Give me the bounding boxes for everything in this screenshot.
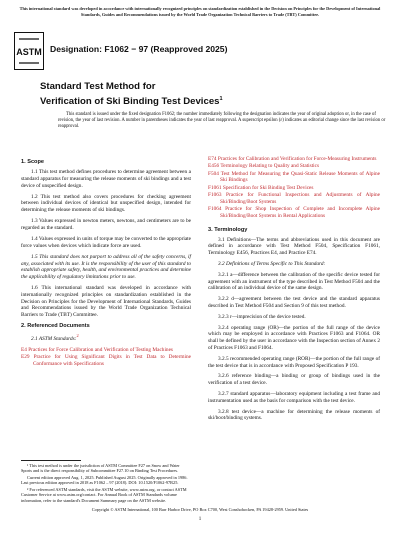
- terminology-3-2-2: 3.2.2 d—agreement between the test device and the standard apparatus described in Test Method F504 and Section 9 of this test method.: [208, 296, 380, 310]
- terminology-3-2-8: 3.2.8 test device—a machine for determining the release moments of ski/boot/binding systems.: [208, 408, 380, 422]
- terminology-3-2: 3.2 Definitions of Terms Specific to This Standard:: [218, 261, 326, 268]
- right-column: [208, 156, 380, 426]
- terminology-3-2-1: 3.2.1 a—difference between the calibration of the specific device tested for agreement with an instrument of the type described in Test Method F504 and the calibration of an individual device of the same design.: [208, 271, 380, 292]
- title-footnote-mark: 1: [219, 96, 223, 102]
- intro-note: This standard is issued under the fixed designation F1062; the number immediately following the designation indicates the year of original adoption or, in the case of revision, the year of last revision. A number in parentheses indicates the year of last reapproval. A superscript epsilon (ε) indicates an editorial change since the last revision or reapproval.: [58, 112, 386, 129]
- footnote-divider: [21, 460, 81, 461]
- reference-item[interactable]: E456 Terminology Relating to Quality and Statistics: [208, 163, 320, 170]
- scope-1-1: 1.1 This test method defines procedures to determine agreement between a standard apparatus for measuring the release moments of ski bindings and a test device of unspecified design.: [21, 169, 191, 189]
- reference-item[interactable]: F1064 Practice for Shop Inspection of Complete and Incomplete Alpine Ski/Binding/Boot Systems in Rental Applications: [208, 206, 381, 219]
- terminology-3-2-6: 3.2.6 reference binding—a binding or group of bindings used in the verification of a test device.: [208, 373, 380, 387]
- terminology-3-2-5: 3.2.5 recommended operating range (ROR)—the portion of the full range of the test device that is in accordance with Proposed Specification P 193.: [208, 355, 380, 369]
- svg-text:ASTM: ASTM: [16, 47, 42, 57]
- scope-heading: 1. Scope: [21, 159, 45, 165]
- footnote-1-edition: Current edition approved Aug. 1, 2025. Published August 2025. Originally approved in 1986. Last previous edition approved in 2018 as F1062 – 97 (2018). DOI: 10.1520/F1062-97R25.: [21, 475, 188, 486]
- footnote-2: ² For referenced ASTM standards, visit the ASTM website, www.astm.org, or contact ASTM Customer Service at www.astm.org/contact. For Annual Book of ASTM Standards volume information, refer to the standard's Document Summary page on the ASTM website.: [21, 487, 187, 503]
- footnote-1: ¹ This test method is under the jurisdiction of ASTM Committee F27 on Snow and Water Sports and is the direct responsibility of Subcommittee F27.10 on Binding Test Procedures.: [21, 463, 180, 474]
- scope-1-3: 1.3 Values expressed in newton meters, newtons, and centimeters are to be regarded as the standard.: [21, 218, 191, 231]
- designation: Designation: F1062 − 97 (Reapproved 2025): [50, 44, 228, 54]
- references-2-1: 2.1 ASTM Standards:$^2$: [31, 333, 79, 343]
- title-line-2: Verification of Ski Binding Test Devices$^1$: [40, 96, 223, 108]
- astm-logo-icon: [14, 32, 44, 70]
- reference-item[interactable]: E4 Practices for Force Calibration and Verification of Testing Machines: [21, 347, 173, 354]
- title-line-1: Standard Test Method for: [40, 81, 156, 92]
- footnotes: [21, 463, 191, 505]
- reference-item[interactable]: E74 Practices for Calibration and Verification for Force-Measuring Instruments: [208, 156, 377, 162]
- reference-item[interactable]: E29 Practice for Using Significant Digits in Test Data to Determine Conformance with Specifications: [21, 354, 191, 368]
- document-title: [40, 81, 380, 108]
- terminology-heading: 3. Terminology: [208, 226, 248, 233]
- wto-banner: This international standard was developed in accordance with internationally recognized principles on standardization established in the Decision on Principles for the Development of International Standards, Guides and Recommendations issued by the World Trade Organization Technical Barriers to Trade (TBT) Committee.: [19, 6, 381, 17]
- scope-1-6: 1.6 This international standard was developed in accordance with internationally recognized principles on standardization established in the Decision on Principles for the Development of International Standards, Guides and Recommendations issued by the World Trade Organization Technical Barriers to Trade (TBT) Committee.: [21, 285, 191, 319]
- reference-item[interactable]: F504 Test Method for Measuring the Quasi-Static Release Moments of Alpine Ski Bindings: [208, 170, 380, 184]
- scope-1-4: 1.4 Values expressed in units of torque may be converted to the appropriate force values when devices which indicate force are used.: [21, 235, 191, 249]
- references-heading: 2. Referenced Documents: [21, 323, 90, 330]
- scope-1-2: 1.2 This test method also covers procedures for checking agreement between individual devices of identical but unspecified design, intended for determining the release moments of ski bindings.: [21, 193, 191, 214]
- copyright-line: Copyright © ASTM International, 100 Barr Harbor Drive, PO Box C700, West Conshohocken, PA 19428-2959. United States: [91, 507, 309, 512]
- terminology-3-2-7: 3.2.7 standard apparatus—laboratory equipment including a test frame and instrumentation used as the basis for comparison with the test device.: [208, 391, 380, 404]
- reference-item[interactable]: F1063 Practice for Functional Inspections and Adjustments of Alpine Ski/Binding/Boot Systems: [208, 191, 380, 205]
- page-number: 1: [198, 517, 202, 522]
- terminology-3-2-3: 3.2.3 r—imprecision of the device tested.: [218, 313, 306, 320]
- scope-1-5: 1.5 This standard does not purport to address all of the safety concerns, if any, associated with its use. It is the responsibility of the user of this standard to establish appropriate safety, health, and environmental practices and determine the applicability of regulatory limitations prior to use.: [21, 253, 191, 281]
- terminology-3-2-4: 3.2.4 operating range (OR)—the portion of the full range of the device which may be employed in accordance with Practices F1063 and F1064. OR shall be defined by the user in accordance with the Inspection section of Annex 2 of Practices F1063 and F1064.: [208, 324, 380, 352]
- terminology-3-1: 3.1 Definitions—The terms and abbreviations used in this document are defined in accordance with Test Method F504, Specification F1061, Terminology E456, Practices E4, and Practice E74.: [208, 236, 380, 257]
- left-column: [21, 156, 191, 368]
- reference-item[interactable]: F1061 Specification for Ski Binding Test Devices: [208, 184, 314, 191]
